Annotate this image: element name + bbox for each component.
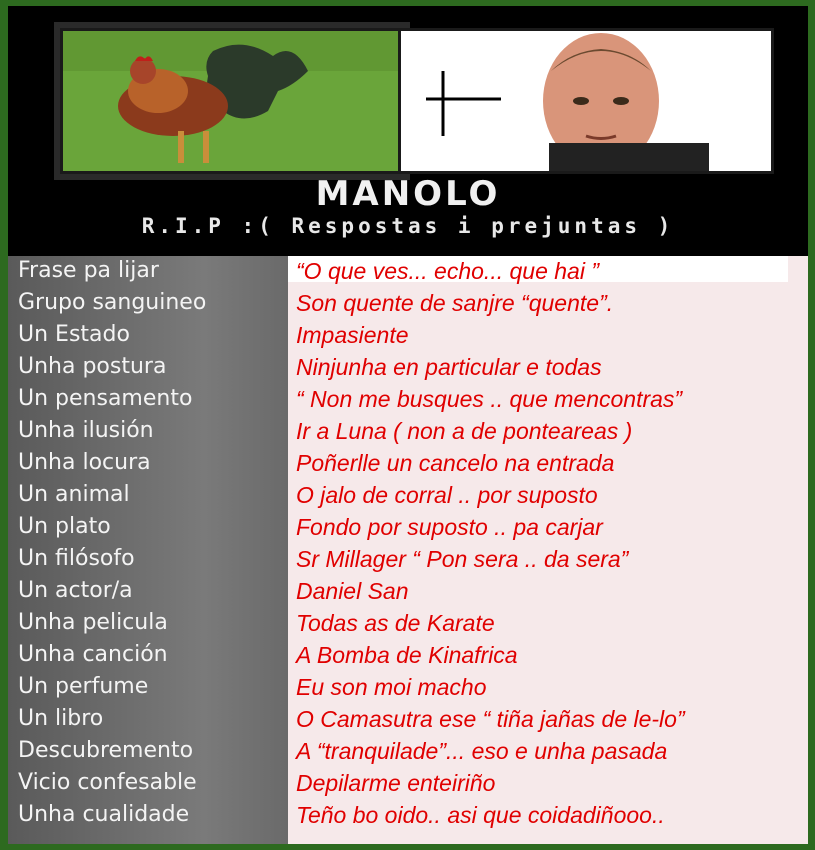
question-label: Unha ilusión (18, 418, 154, 443)
header (8, 6, 808, 256)
rooster-image (63, 31, 401, 171)
question-label: Descubremento (18, 738, 194, 763)
answer-text: A “tranquilade”... eso e unha pasada (296, 738, 668, 764)
question-label: Un filósofo (18, 546, 135, 571)
question-label: Un perfume (18, 674, 149, 699)
answer-text: Poñerlle un cancelo na entrada (296, 450, 615, 476)
question-label: Unha canción (18, 642, 168, 667)
answer-text: Eu son moi macho (296, 674, 487, 700)
answer-text: Ninjunha en particular e todas (296, 354, 602, 380)
question-label: Un actor/a (18, 578, 133, 603)
poster-title: MANOLO (315, 174, 501, 214)
answer-text: O jalo de corral .. por suposto (296, 482, 598, 508)
answer-text: A Bomba de Kinafrica (296, 642, 518, 668)
answer-text: “O que ves... echo... que hai ” (296, 258, 599, 284)
answer-text: Todas as de Karate (296, 610, 495, 636)
poster-frame (8, 6, 808, 844)
rooster-photo (60, 28, 404, 174)
man-image (401, 31, 771, 171)
question-label: Frase pa lijar (18, 258, 159, 283)
answer-text: Daniel San (296, 578, 409, 604)
poster-subtitle: R.I.P :( Respostas i prejuntas ) (141, 214, 675, 238)
question-label: Grupo sanguineo (18, 290, 207, 315)
question-label: Un libro (18, 706, 104, 731)
question-label: Unha cualidade (18, 802, 190, 827)
answer-text: Teño bo oido.. asi que coidadiñooo.. (296, 802, 665, 828)
question-label: Unha locura (18, 450, 151, 475)
question-label: Unha postura (18, 354, 167, 379)
answer-text: Depilarme enteiriño (296, 770, 496, 796)
question-label: Vicio confesable (18, 770, 197, 795)
answer-text: Son quente de sanjre “quente”. (296, 290, 614, 316)
answer-text: “ Non me busques .. que mencontras” (296, 386, 683, 412)
question-label: Unha pelicula (18, 610, 168, 635)
question-label: Un animal (18, 482, 130, 507)
answer-text: Impasiente (296, 322, 409, 348)
question-label: Un plato (18, 514, 111, 539)
answer-text: O Camasutra ese “ tiña jañas de le-lo” (296, 706, 685, 732)
answer-text: Sr Millager “ Pon sera .. da sera” (296, 546, 629, 572)
answer-text: Fondo por suposto .. pa carjar (296, 514, 603, 540)
question-label: Un Estado (18, 322, 130, 347)
man-photo (398, 28, 774, 174)
answer-text: Ir a Luna ( non a de ponteareas ) (296, 418, 633, 444)
question-label: Un pensamento (18, 386, 193, 411)
